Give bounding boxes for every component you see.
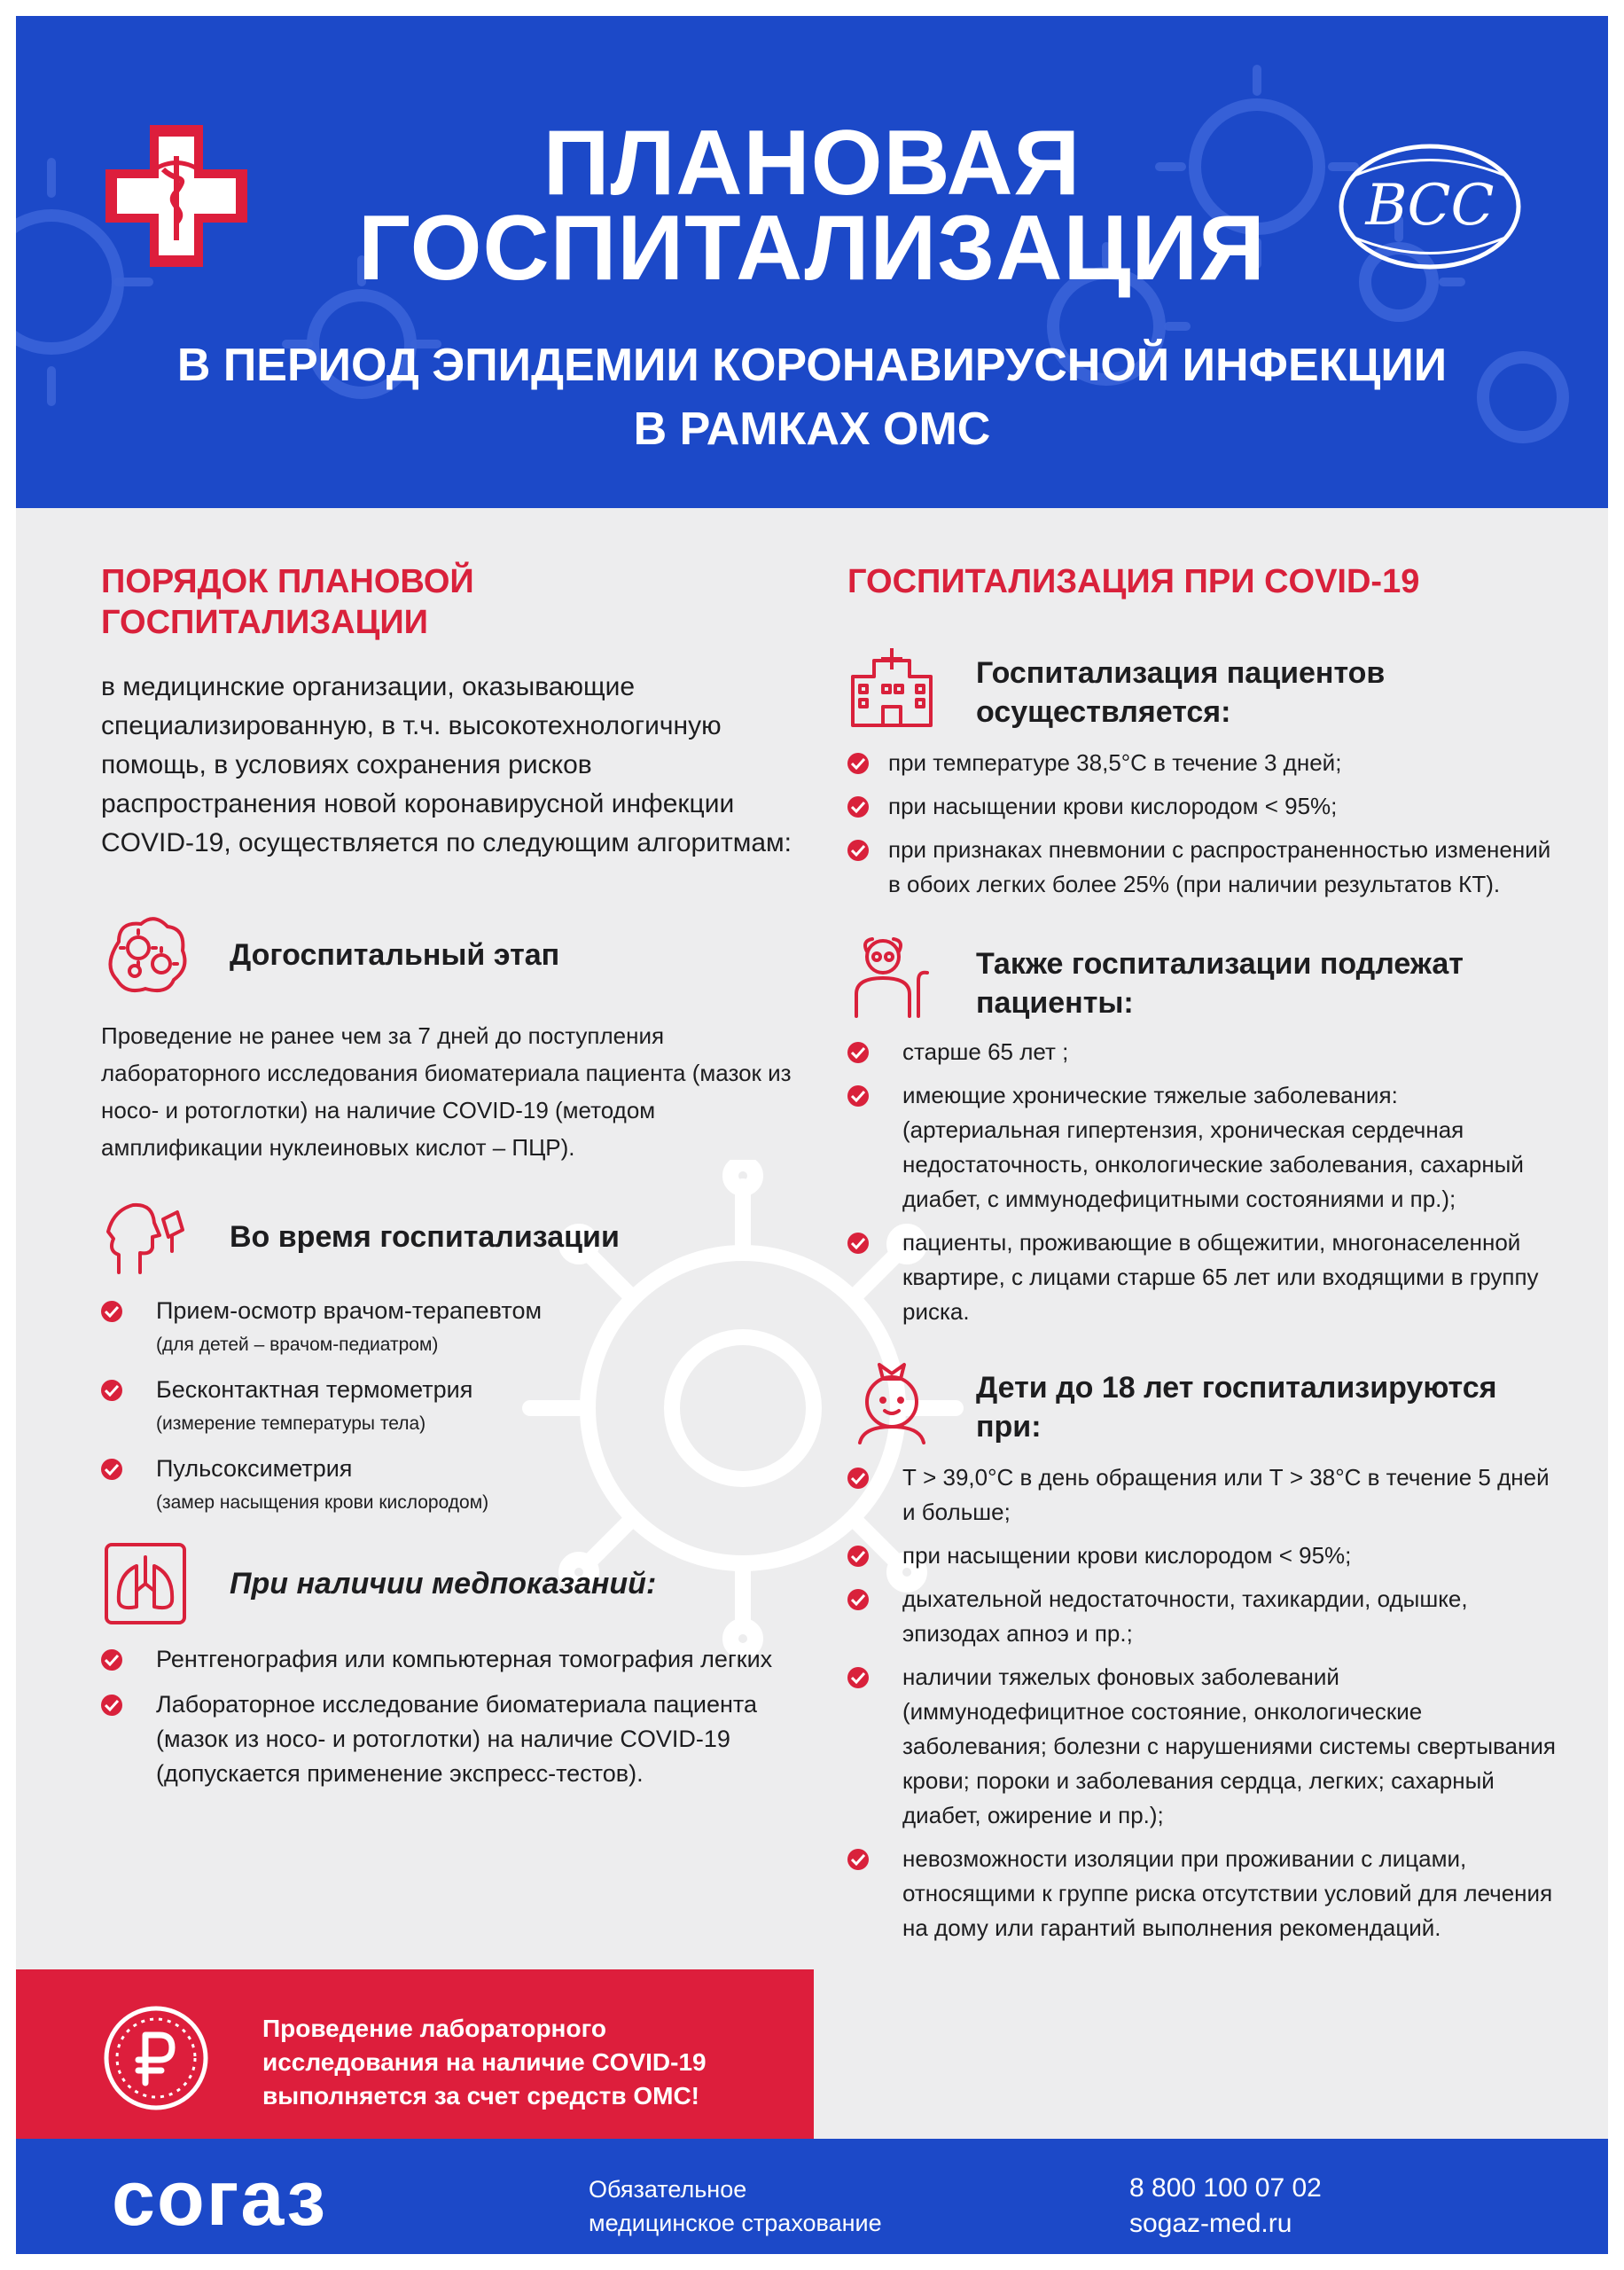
list-item bbox=[101, 1373, 810, 1441]
check-icon bbox=[847, 1589, 869, 1610]
during-title: Во время госпитализации bbox=[230, 1220, 620, 1254]
children-list bbox=[847, 1460, 1557, 1945]
during-item-main: Бесконтактная термометрия bbox=[156, 1376, 473, 1403]
left-title-line-1: ПОРЯДОК ПЛАНОВОЙ bbox=[101, 563, 474, 600]
list-item bbox=[101, 1294, 810, 1362]
check-icon bbox=[847, 1667, 869, 1688]
patients-heading bbox=[847, 641, 1557, 739]
prehosp-text: Проведение не ранее чем за 7 дней до поступления лабораторного исследования биоматериала пациента (мазок из носо- и ротоглотки) на наличие COVID-19 (методом амплификации нуклеиновых кислот – ПЦР). bbox=[101, 1022, 792, 1161]
children-title: Дети до 18 лет госпитализируются при: bbox=[976, 1371, 1497, 1444]
indications-item: Лабораторное исследование биоматериала пациента (мазок из носо- и ротоглотки) на наличие COVID-19 (допускается применение экспресс-тестов). bbox=[156, 1691, 757, 1787]
indications-title: При наличии медпоказаний: bbox=[230, 1567, 657, 1601]
indications-item: Рентгенография или компьютерная томография легких bbox=[156, 1646, 773, 1672]
children-item: невозможности изоляции при проживании с лицами, относящими к группе риска отсутствии условий для лечения на дому или гарантий выполнения рекомендаций. bbox=[902, 1845, 1553, 1941]
during-item-main: Прием-осмотр врачом-терапевтом bbox=[156, 1297, 543, 1324]
during-list bbox=[101, 1294, 810, 1520]
sogaz-brand-logo: согаз bbox=[112, 2154, 328, 2242]
check-icon bbox=[101, 1301, 122, 1322]
list-item bbox=[101, 1642, 810, 1677]
also-item: старше 65 лет ; bbox=[902, 1038, 1069, 1065]
also-title: Также госпитализации подлежат пациенты: bbox=[976, 947, 1464, 1020]
oms-banner bbox=[16, 1969, 814, 2140]
patients-title: Госпитализация пациентов осуществляется: bbox=[976, 656, 1386, 729]
title-line-2: ГОСПИТАЛИЗАЦИЯ bbox=[358, 197, 1266, 300]
check-icon bbox=[101, 1649, 122, 1671]
child-face-icon bbox=[847, 1356, 936, 1444]
elderly-person-icon bbox=[847, 932, 936, 1021]
also-list bbox=[847, 1035, 1557, 1329]
during-heading bbox=[101, 1193, 810, 1290]
during-item-sub: (замер насыщения крови кислородом) bbox=[156, 1492, 489, 1513]
list-item bbox=[847, 1842, 1557, 1945]
check-icon bbox=[847, 1468, 869, 1489]
list-item bbox=[847, 1582, 1557, 1651]
during-item-main: Пульсоксиметрия bbox=[156, 1455, 353, 1482]
children-item: при насыщении крови кислородом < 95%; bbox=[902, 1542, 1352, 1569]
indications-list bbox=[101, 1642, 810, 1791]
list-item bbox=[101, 1687, 810, 1791]
children-heading bbox=[847, 1356, 1557, 1453]
during-item-sub: (измерение температуры тела) bbox=[156, 1413, 426, 1434]
page-title bbox=[16, 112, 1608, 300]
check-icon bbox=[847, 1085, 869, 1107]
patients-item: при температуре 38,5°С в течение 3 дней; bbox=[888, 749, 1342, 776]
list-item bbox=[847, 1035, 1557, 1069]
left-intro: в медицинские организации, оказывающие специализированную, в т.ч. высокотехнологичную помощь, в условиях сохранения рисков распространения новой коронавирусной инфекции COVID-19, осуществляется по следующим алгоритмам: bbox=[101, 672, 792, 857]
children-item: Т > 39,0°С в день обращения или Т > 38°С в течение 5 дней и больше; bbox=[902, 1464, 1550, 1525]
right-section-title: ГОСПИТАЛИЗАЦИЯ ПРИ COVID-19 bbox=[847, 563, 1420, 600]
indications-heading bbox=[101, 1539, 810, 1637]
footer bbox=[16, 2139, 1608, 2254]
list-item bbox=[101, 1452, 810, 1520]
list-item bbox=[847, 789, 1557, 824]
check-icon bbox=[101, 1459, 122, 1480]
check-icon bbox=[847, 1849, 869, 1870]
check-icon bbox=[847, 840, 869, 861]
subtitle-line-2: В РАМКАХ ОМС bbox=[633, 403, 991, 455]
check-icon bbox=[847, 1546, 869, 1567]
also-item: пациенты, проживающие в общежитии, многонаселенной квартире, с лицами старше 65 лет или входящими в группу риска. bbox=[902, 1229, 1539, 1325]
lungs-xray-icon bbox=[101, 1539, 190, 1628]
children-item: наличии тяжелых фоновых заболеваний (иммунодефицитное состояние, онкологические заболевания; болезни с нарушениями системы свертывания крови; пороки и заболевания сердца, легких; сахарный диабет, ожирение и пр.); bbox=[902, 1663, 1556, 1828]
page-subtitle bbox=[16, 333, 1608, 461]
doctor-face-icon bbox=[101, 1193, 190, 1281]
phone-number[interactable]: 8 800 100 07 02 bbox=[1129, 2173, 1322, 2203]
check-icon bbox=[101, 1695, 122, 1716]
children-item: дыхательной недостаточности, тахикардии, одышке, эпизодах апноэ и пр.; bbox=[902, 1585, 1468, 1647]
prehosp-title: Догоспитальный этап bbox=[230, 938, 560, 972]
oms-caption bbox=[589, 2172, 882, 2240]
contacts bbox=[1129, 2171, 1322, 2242]
also-heading bbox=[847, 932, 1557, 1029]
right-column bbox=[847, 561, 1557, 1954]
patients-item: при насыщении крови кислородом < 95%; bbox=[888, 793, 1338, 819]
oms-line-1: Обязательное bbox=[589, 2176, 747, 2203]
left-section-title bbox=[101, 561, 810, 643]
patients-item: при признаках пневмонии с распространенностью изменений в обоих легких более 25% (при наличии результатов КТ). bbox=[888, 836, 1551, 897]
list-item bbox=[847, 746, 1557, 780]
poster bbox=[16, 16, 1608, 2254]
list-item bbox=[847, 1225, 1557, 1329]
list-item bbox=[847, 1078, 1557, 1217]
list-item bbox=[847, 1660, 1557, 1833]
title-line-1: ПЛАНОВАЯ bbox=[543, 112, 1081, 215]
also-item: имеющие хронические тяжелые заболевания: (артериальная гипертензия, хроническая сердечная недостаточность, онкологические заболевания, сахарный диабет, с иммунодефицитными состояниями и пр.); bbox=[902, 1082, 1524, 1212]
list-item bbox=[847, 833, 1557, 902]
check-icon bbox=[847, 1042, 869, 1063]
banner-text: Проведение лабораторного исследования на наличие COVID-19 выполняется за счет средств ОМС! bbox=[262, 2015, 707, 2110]
hospital-building-icon bbox=[847, 641, 936, 730]
patients-list bbox=[847, 746, 1557, 902]
virus-cells-icon bbox=[101, 911, 190, 999]
ruble-coin-icon bbox=[103, 2005, 209, 2111]
website-link[interactable]: sogaz-med.ru bbox=[1129, 2209, 1292, 2238]
oms-line-2: медицинское страхование bbox=[589, 2210, 882, 2236]
subtitle-line-1: В ПЕРИОД ЭПИДЕМИИ КОРОНАВИРУСНОЙ ИНФЕКЦИИ bbox=[176, 340, 1448, 391]
check-icon bbox=[847, 796, 869, 818]
left-column bbox=[101, 561, 810, 1802]
check-icon bbox=[847, 1233, 869, 1254]
list-item bbox=[847, 1460, 1557, 1530]
check-icon bbox=[847, 753, 869, 774]
left-title-line-2: ГОСПИТАЛИЗАЦИИ bbox=[101, 604, 428, 641]
check-icon bbox=[101, 1380, 122, 1401]
list-item bbox=[847, 1538, 1557, 1573]
prehosp-heading bbox=[101, 911, 810, 1008]
header bbox=[16, 16, 1608, 508]
vss-logo-text: ВСС bbox=[1365, 173, 1495, 239]
during-item-sub: (для детей – врачом-педиатром) bbox=[156, 1335, 439, 1355]
